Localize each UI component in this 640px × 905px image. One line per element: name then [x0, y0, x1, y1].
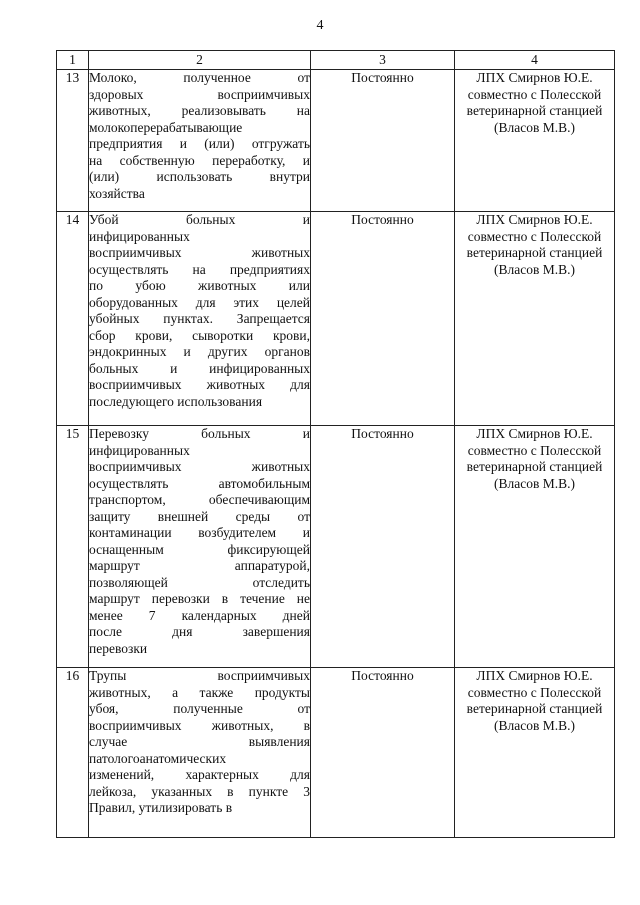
measure-text-line: случае выявления — [89, 734, 310, 749]
table-row — [57, 70, 615, 212]
measure-text — [89, 668, 311, 838]
responsible-cell — [455, 426, 615, 668]
table-header-row — [57, 51, 615, 70]
measure-text-line: животных, реализовывать на — [89, 103, 310, 118]
measures-table — [56, 50, 615, 838]
measure-text — [89, 70, 311, 212]
frequency-cell: Постоянно — [311, 70, 455, 212]
measure-text — [89, 212, 311, 426]
responsible-line: совместно с Полесской — [467, 684, 602, 700]
measure-text-line: позволяющей отследить — [89, 574, 310, 590]
measure-text-line: маршрут аппаратурой, — [89, 558, 310, 573]
responsible-line: совместно с Полесской — [467, 228, 602, 244]
responsible-line: ЛПХ Смирнов Ю.Е. — [476, 426, 593, 441]
measure-text-line: после дня завершения — [89, 624, 310, 639]
row-number: 16 — [57, 668, 89, 838]
measure-text-line: по убою животных или — [89, 278, 310, 293]
header-col-3: 3 — [311, 51, 455, 70]
measure-text-line: изменений, характерных для — [89, 767, 310, 782]
responsible-line: ЛПХ Смирнов Ю.Е. — [476, 70, 593, 85]
header-col-4: 4 — [455, 51, 615, 70]
measure-text-line: восприимчивых животных — [89, 459, 310, 474]
measure-text-line: восприимчивых животных для — [89, 377, 310, 392]
measure-text-line: здоровых восприимчивых — [89, 86, 310, 102]
measure-text-line: (или) использовать внутри — [89, 169, 310, 184]
measure-text-line: транспортом, обеспечивающим — [89, 492, 310, 507]
measure-text-line: маршрут перевозки в течение не — [89, 591, 310, 606]
measure-text-line: на собственную переработку, и — [89, 152, 310, 168]
page-number: 4 — [316, 18, 324, 33]
row-number: 13 — [57, 70, 89, 212]
frequency-cell: Постоянно — [311, 426, 455, 668]
table-row — [57, 426, 615, 668]
measure-text-line: восприимчивых животных — [89, 245, 310, 260]
measure-text-line: эндокринных и других органов — [89, 344, 310, 359]
table-row — [57, 668, 615, 838]
measure-text-line: Перевозку больных и — [89, 426, 310, 441]
responsible-line: (Власов М.В.) — [494, 717, 575, 733]
responsible-line: ветеринарной станцией — [466, 245, 603, 260]
responsible-line: совместно с Полесской — [467, 442, 602, 458]
measure-text-line: защиту внешней среды от — [89, 508, 310, 524]
measure-text-line: менее 7 календарных дней — [89, 607, 310, 623]
header-col-1: 1 — [57, 51, 89, 70]
responsible-line: ЛПХ Смирнов Ю.Е. — [476, 668, 593, 683]
measure-text-line: убоя, полученные от — [89, 701, 310, 716]
frequency-cell: Постоянно — [311, 668, 455, 838]
responsible-cell — [455, 212, 615, 426]
measure-text-line: животных, а также продукты — [89, 684, 310, 700]
responsible-line: совместно с Полесской — [467, 86, 602, 102]
measure-text-line: последующего использования — [89, 393, 263, 409]
measure-text — [89, 426, 311, 668]
responsible-line: (Власов М.В.) — [494, 475, 575, 491]
measure-text-line: осуществлять на предприятиях — [89, 261, 310, 277]
measure-text-line: Трупы восприимчивых — [89, 668, 310, 683]
measure-text-line: Правил, утилизировать в — [89, 800, 233, 815]
measure-text-line: Молоко, полученное от — [89, 70, 310, 85]
measure-text-line: Убой больных и — [89, 212, 310, 227]
measure-text-line: хозяйства — [89, 185, 145, 201]
row-number: 15 — [57, 426, 89, 668]
measure-text-line: восприимчивых животных, в — [89, 717, 310, 733]
table-body — [57, 51, 615, 838]
measure-text-line: лейкоза, указанных в пункте 3 — [89, 783, 310, 799]
measure-text-line: перевозки — [89, 640, 148, 656]
measure-text-line: молокоперерабатывающие — [89, 119, 243, 135]
measure-text-line: больных и инфицированных — [89, 360, 310, 376]
measure-text-line: оборудованных для этих целей — [89, 294, 310, 310]
responsible-line: ветеринарной станцией — [466, 459, 603, 474]
measure-text-line: патологоанатомических — [89, 750, 227, 766]
measure-text-line: сбор крови, сыворотки крови, — [89, 327, 310, 343]
frequency-cell: Постоянно — [311, 212, 455, 426]
measure-text-line: предприятия и (или) отгружать — [89, 136, 310, 151]
responsible-line: (Власов М.В.) — [494, 261, 575, 277]
measure-text-line: осуществлять автомобильным — [89, 475, 310, 491]
header-col-2: 2 — [89, 51, 311, 70]
measure-text-line: оснащенным фиксирующей — [89, 541, 310, 557]
measure-text-line: убойных пунктах. Запрещается — [89, 311, 310, 326]
responsible-line: ЛПХ Смирнов Ю.Е. — [476, 212, 593, 227]
responsible-cell — [455, 70, 615, 212]
responsible-line: ветеринарной станцией — [466, 701, 603, 716]
row-number: 14 — [57, 212, 89, 426]
responsible-line: ветеринарной станцией — [466, 103, 603, 118]
responsible-cell — [455, 668, 615, 838]
table-row — [57, 212, 615, 426]
measure-text-line: контаминации возбудителем и — [89, 525, 310, 540]
measure-text-line: инфицированных — [89, 228, 190, 244]
measure-text-line: инфицированных — [89, 442, 190, 458]
responsible-line: (Власов М.В.) — [494, 119, 575, 135]
